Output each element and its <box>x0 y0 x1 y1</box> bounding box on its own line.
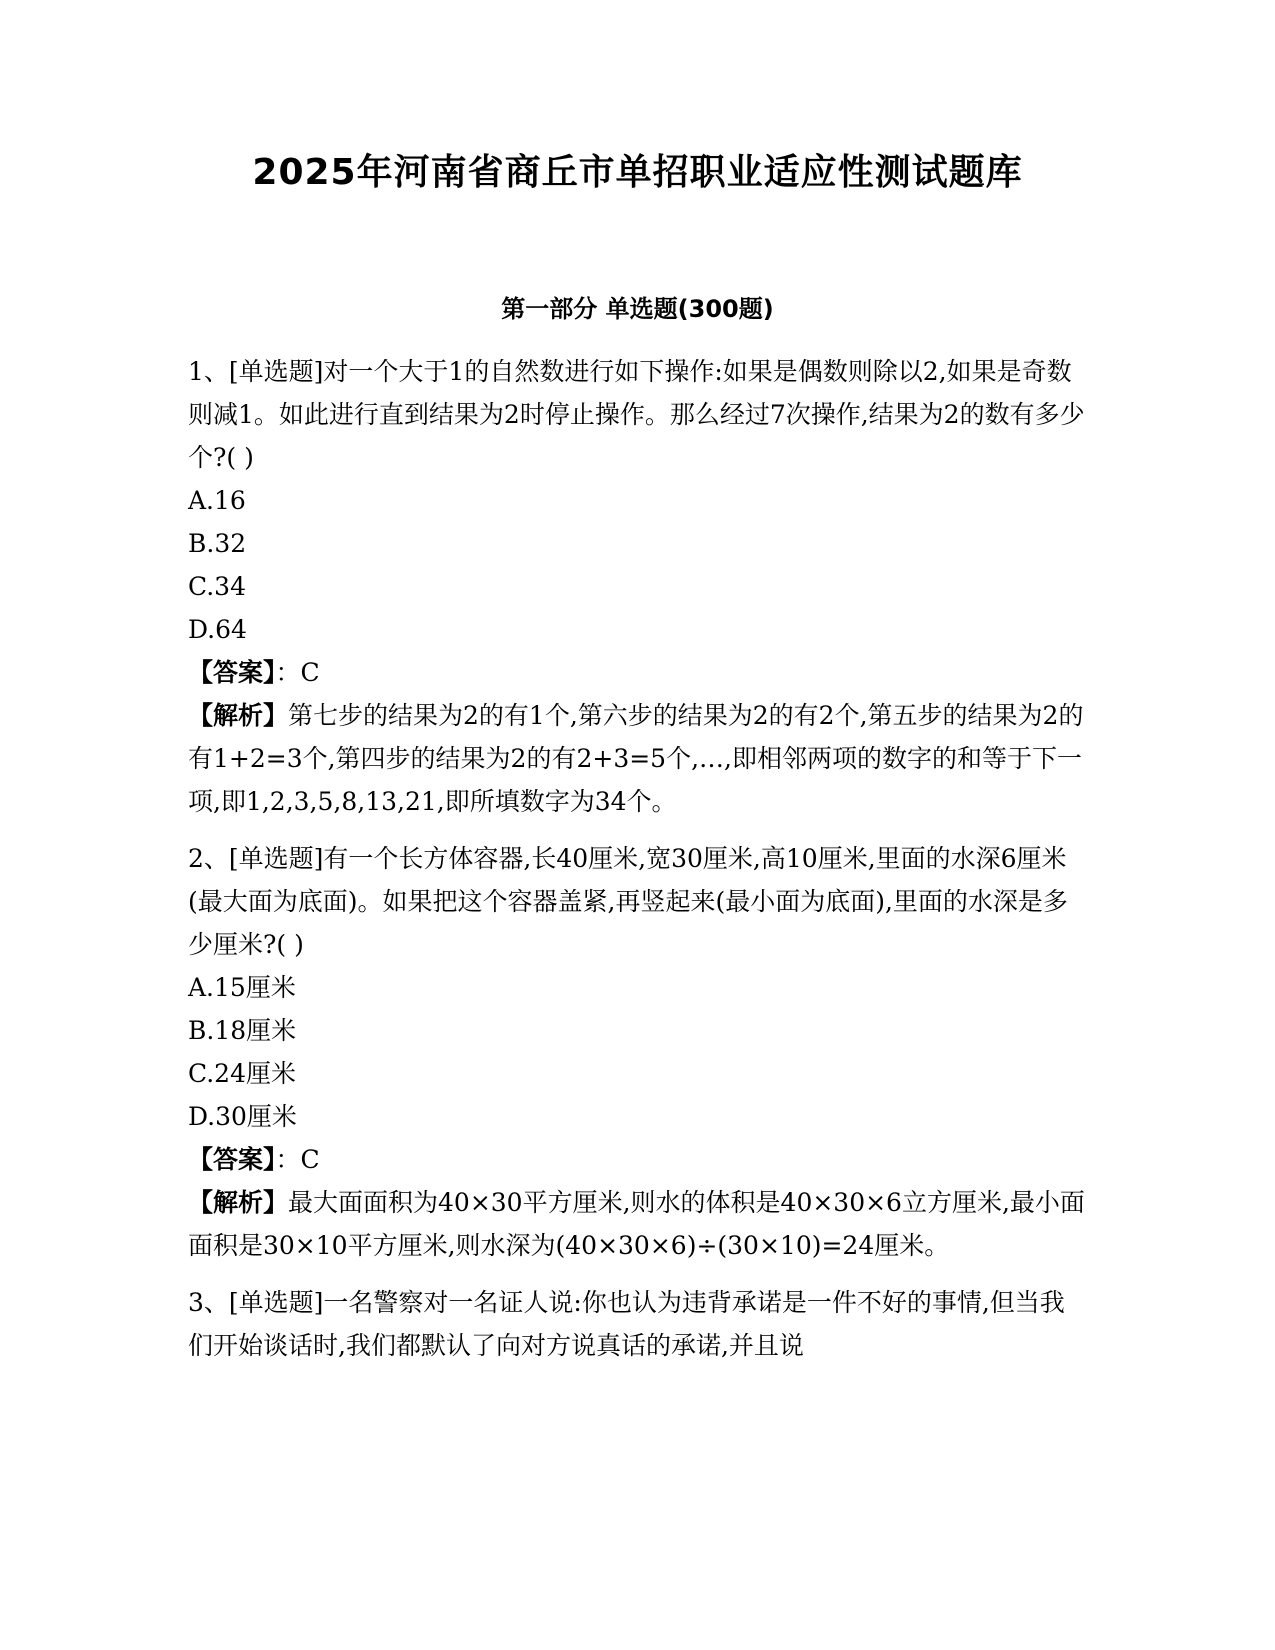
option-c: C.34 <box>188 572 246 601</box>
explanation-label: 【解析】 <box>188 1188 289 1217</box>
explanation-text: 第七步的结果为2的有1个,第六步的结果为2的有2个,第五步的结果为2的有1+2=3个,第四步的结果为2的有2+3=5个,…,即相邻两项的数字的和等于下一项,即1,2,3,5,8,13,21,即所填数字为34个。 <box>188 701 1084 816</box>
answer-label: 【答案】 <box>188 1145 276 1174</box>
answer-label: 【答案】 <box>188 658 276 687</box>
question-3 <box>188 1281 1088 1367</box>
question-list <box>188 350 1088 1381</box>
option-c: C.24厘米 <box>188 1059 296 1088</box>
answer-value: ：C <box>275 658 320 687</box>
option-d: D.30厘米 <box>188 1102 297 1131</box>
option-d: D.64 <box>188 615 247 644</box>
answer-value: ：C <box>275 1145 320 1174</box>
section-title: 第一部分 单选题(300题) <box>501 295 774 323</box>
question-2 <box>188 837 1088 1267</box>
answer-line <box>188 651 1088 694</box>
document-title: 2025年河南省商丘市单招职业适应性测试题库 <box>252 152 1023 193</box>
question-stem: 2、[单选题]有一个长方体容器,长40厘米,宽30厘米,高10厘米,里面的水深6厘米(最大面为底面)。如果把这个容器盖紧,再竖起来(最小面为底面),里面的水深是多少厘米?( ) <box>188 844 1068 959</box>
question-stem: 1、[单选题]对一个大于1的自然数进行如下操作:如果是偶数则除以2,如果是奇数则减1。如此进行直到结果为2时停止操作。那么经过7次操作,结果为2的数有多少个?( ) <box>188 357 1085 472</box>
option-b: B.18厘米 <box>188 1016 297 1045</box>
explanation <box>188 694 1088 823</box>
explanation-label: 【解析】 <box>188 701 289 730</box>
question-stem: 3、[单选题]一名警察对一名证人说:你也认为违背承诺是一件不好的事情,但当我们开始谈话时,我们都默认了向对方说真话的承诺,并且说 <box>188 1288 1065 1360</box>
explanation-text: 最大面面积为40×30平方厘米,则水的体积是40×30×6立方厘米,最小面面积是30×10平方厘米,则水深为(40×30×6)÷(30×10)=24厘米。 <box>188 1188 1085 1260</box>
option-a: A.15厘米 <box>188 973 296 1002</box>
explanation <box>188 1181 1088 1267</box>
answer-line <box>188 1138 1088 1181</box>
question-1 <box>188 350 1088 823</box>
option-a: A.16 <box>188 486 246 515</box>
option-b: B.32 <box>188 529 247 558</box>
